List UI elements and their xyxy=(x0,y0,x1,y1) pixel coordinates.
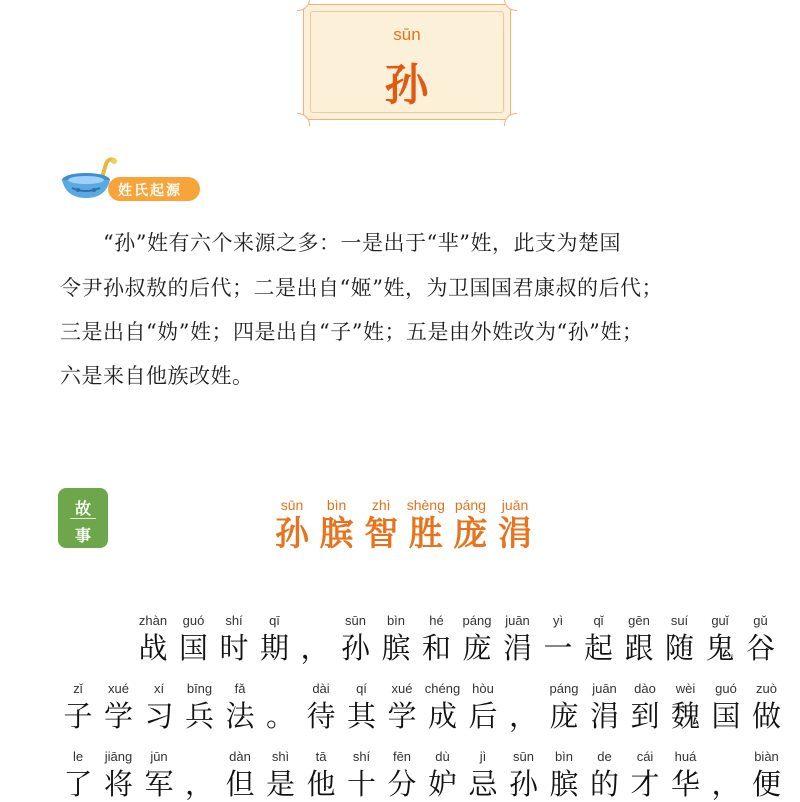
story-char xyxy=(340,680,384,734)
story-char xyxy=(583,680,627,734)
pinyin: de xyxy=(597,749,612,764)
pinyin xyxy=(293,612,337,630)
hanzi: 他 xyxy=(306,767,336,801)
hanzi: 才 xyxy=(630,767,660,801)
pinyin: huá xyxy=(674,749,697,764)
hanzi: 孙 xyxy=(340,631,370,665)
story-char xyxy=(658,612,702,666)
hanzi: 分 xyxy=(387,767,417,801)
story-char xyxy=(617,612,661,666)
hanzi: 庞 xyxy=(549,699,579,733)
pinyin: páng xyxy=(454,497,486,513)
pinyin: zhàn xyxy=(138,613,168,628)
story-char xyxy=(97,680,141,734)
pinyin: bìn xyxy=(386,613,406,628)
hanzi: 孙 xyxy=(275,514,309,554)
hanzi: 将 xyxy=(103,767,133,801)
story-char xyxy=(56,680,100,734)
title-pinyin: sūn xyxy=(393,25,421,44)
hanzi: 待 xyxy=(306,699,336,733)
pinyin: fēn xyxy=(392,749,412,764)
story-char xyxy=(745,748,789,802)
pinyin: zǐ xyxy=(73,681,83,696)
hanzi: 到 xyxy=(630,699,660,733)
hanzi: 其 xyxy=(346,699,376,733)
story-char xyxy=(218,748,262,802)
pinyin xyxy=(704,748,748,766)
story-title-char xyxy=(313,496,361,554)
hanzi: 起 xyxy=(583,631,613,665)
story-char xyxy=(739,612,783,666)
pinyin: jiāng xyxy=(104,749,133,764)
hanzi: 谷 xyxy=(745,631,775,665)
story-char xyxy=(380,748,424,802)
hanzi: ， xyxy=(508,699,538,733)
story-title-char xyxy=(491,496,539,554)
story-char xyxy=(664,680,708,734)
hanzi: 习 xyxy=(144,699,174,733)
pinyin: zuò xyxy=(756,681,777,696)
story-badge xyxy=(58,488,108,548)
hanzi: 兵 xyxy=(184,699,214,733)
story-char xyxy=(178,748,222,802)
pinyin: qí xyxy=(356,681,367,696)
pinyin: le xyxy=(72,749,84,764)
hanzi: 一 xyxy=(543,631,573,665)
hanzi: ， xyxy=(300,631,330,665)
pinyin: dào xyxy=(634,681,656,696)
pinyin: fǎ xyxy=(234,681,246,696)
pinyin xyxy=(178,748,222,766)
pinyin: páng xyxy=(462,613,492,628)
pinyin: páng xyxy=(549,681,579,696)
hanzi: 学 xyxy=(387,699,417,733)
hanzi: 跟 xyxy=(624,631,654,665)
hanzi: 华 xyxy=(670,767,700,801)
pinyin xyxy=(259,680,303,698)
story-char xyxy=(698,612,742,666)
card-corner xyxy=(504,0,517,11)
pinyin: bìn xyxy=(326,497,347,513)
story-char xyxy=(704,680,748,734)
hanzi: 期 xyxy=(259,631,289,665)
hanzi: 战 xyxy=(138,631,168,665)
origin-line-1: “孙”姓有六个来源之多：一是出于“芈”姓，此支为楚国 xyxy=(60,231,621,255)
story-char xyxy=(415,612,459,666)
hanzi: 胜 xyxy=(408,514,443,554)
hanzi: 了 xyxy=(63,767,93,801)
pinyin: gēn xyxy=(628,613,650,628)
story-badge-char: 事 xyxy=(74,526,91,545)
pinyin: shì xyxy=(271,749,290,764)
pinyin: chéng xyxy=(424,681,461,696)
hanzi: 孙 xyxy=(508,767,538,801)
pinyin: hé xyxy=(429,613,444,628)
hanzi: 国 xyxy=(711,699,741,733)
story-char xyxy=(56,748,100,802)
pinyin: dàn xyxy=(229,749,251,764)
pinyin: jì xyxy=(479,749,487,764)
story-char xyxy=(461,748,505,802)
story-char xyxy=(623,748,667,802)
hanzi: 军 xyxy=(144,767,174,801)
hanzi: 成 xyxy=(427,699,457,733)
story-char xyxy=(461,680,505,734)
hanzi: 庞 xyxy=(462,631,492,665)
story-char xyxy=(542,748,586,802)
story-char xyxy=(137,680,181,734)
pinyin: biàn xyxy=(754,749,779,764)
story-char xyxy=(502,748,546,802)
hanzi: 后 xyxy=(468,699,498,733)
story-char xyxy=(212,612,256,666)
story-char xyxy=(299,748,343,802)
pinyin: dù xyxy=(435,749,450,764)
story-char xyxy=(421,748,465,802)
pinyin: guó xyxy=(182,613,205,628)
hanzi: 和 xyxy=(421,631,451,665)
pinyin: suí xyxy=(670,613,689,628)
story-char xyxy=(421,680,465,734)
pinyin: xí xyxy=(153,681,165,696)
hanzi: 鬼 xyxy=(705,631,735,665)
story-char xyxy=(253,612,297,666)
pinyin xyxy=(502,680,546,698)
pinyin: juān xyxy=(505,613,530,628)
pinyin: xué xyxy=(108,681,129,696)
hanzi: 时 xyxy=(219,631,249,665)
title-character: 孙 xyxy=(384,60,430,111)
story-char xyxy=(178,680,222,734)
story-char xyxy=(455,612,499,666)
hanzi: 做 xyxy=(751,699,781,733)
pinyin: cái xyxy=(636,749,654,764)
story-char xyxy=(745,680,789,734)
story-char xyxy=(299,680,343,734)
story-char xyxy=(374,612,418,666)
story-char xyxy=(704,748,748,802)
hanzi: 是 xyxy=(265,767,295,801)
origin-line-4: 六是来自他族改姓。 xyxy=(60,364,254,388)
story-char xyxy=(172,612,216,666)
story-title-char xyxy=(446,496,494,554)
pinyin: sūn xyxy=(280,497,304,513)
card-corner xyxy=(504,113,517,126)
pinyin: dài xyxy=(312,681,330,696)
hanzi: 魏 xyxy=(670,699,700,733)
hanzi: 随 xyxy=(664,631,694,665)
story-char xyxy=(623,680,667,734)
hanzi: 涓 xyxy=(589,699,619,733)
story-char xyxy=(583,748,627,802)
story-char xyxy=(259,680,303,734)
pinyin: qī xyxy=(269,613,280,628)
story-char xyxy=(380,680,424,734)
pinyin: juān xyxy=(592,681,617,696)
story-char xyxy=(97,748,141,802)
pinyin: guǐ xyxy=(711,613,729,628)
pinyin: sūn xyxy=(345,613,366,628)
story-char xyxy=(334,612,378,666)
pinyin: bīng xyxy=(186,681,213,696)
hanzi: 学 xyxy=(103,699,133,733)
pinyin: guó xyxy=(715,681,737,696)
pinyin: bìn xyxy=(554,749,574,764)
story-char xyxy=(259,748,303,802)
story-char xyxy=(340,748,384,802)
story-char xyxy=(536,612,580,666)
hanzi: 妒 xyxy=(427,767,457,801)
story-char xyxy=(664,748,708,802)
pinyin: shí xyxy=(352,749,371,764)
pinyin: shí xyxy=(225,613,243,628)
hanzi: 子 xyxy=(63,699,93,733)
story-badge-char: 故 xyxy=(74,499,91,518)
title-card xyxy=(303,4,511,120)
hanzi: ， xyxy=(711,767,741,801)
badge-divider xyxy=(70,518,96,519)
pinyin: hòu xyxy=(472,681,494,696)
story-char xyxy=(577,612,621,666)
hanzi: 庞 xyxy=(453,514,488,554)
hanzi: 智 xyxy=(364,514,399,554)
story-title-char xyxy=(402,496,450,554)
pinyin: tā xyxy=(315,749,327,764)
hanzi: 膑 xyxy=(549,767,579,801)
story-char xyxy=(218,680,262,734)
story-char xyxy=(502,680,546,734)
surname-origin-badge xyxy=(58,156,208,206)
hanzi: 法 xyxy=(225,699,255,733)
story-char xyxy=(137,748,181,802)
origin-line-3: 三是出自“妫”姓；四是出自“子”姓；五是由外姓改为“孙”姓； xyxy=(60,320,644,344)
hanzi: 但 xyxy=(225,767,255,801)
hanzi: 。 xyxy=(265,699,295,733)
origin-label: 姓氏起源 xyxy=(118,183,182,199)
hanzi: 便 xyxy=(751,767,781,801)
hanzi: 十 xyxy=(346,767,376,801)
story-char xyxy=(293,612,337,666)
pinyin: qǐ xyxy=(593,613,604,628)
story-title-char xyxy=(357,496,405,554)
pinyin: jūn xyxy=(150,749,168,764)
hanzi: 国 xyxy=(178,631,208,665)
pinyin: juān xyxy=(501,497,529,513)
card-corner xyxy=(297,0,310,11)
origin-line-2: 令尹孙叔敖的后代；二是出自“姬”姓，为卫国国君康叔的后代； xyxy=(60,276,663,300)
story-char xyxy=(131,612,175,666)
pinyin: gǔ xyxy=(753,613,768,628)
hanzi: 涓 xyxy=(502,631,532,665)
story-char xyxy=(542,680,586,734)
pinyin: xué xyxy=(391,681,413,696)
hanzi: 涓 xyxy=(498,514,532,554)
hanzi: 膑 xyxy=(381,631,411,665)
pinyin: yì xyxy=(552,613,564,628)
hanzi: 的 xyxy=(589,767,619,801)
hanzi: ， xyxy=(184,767,214,801)
story-char xyxy=(496,612,540,666)
pinyin: sūn xyxy=(513,749,534,764)
card-corner xyxy=(297,113,310,126)
story-title-char xyxy=(268,496,316,554)
pinyin: shèng xyxy=(406,497,445,513)
pinyin: zhì xyxy=(371,497,391,513)
hanzi: 忌 xyxy=(468,767,498,801)
hanzi: 膑 xyxy=(319,514,354,554)
pinyin: wèi xyxy=(675,681,696,696)
